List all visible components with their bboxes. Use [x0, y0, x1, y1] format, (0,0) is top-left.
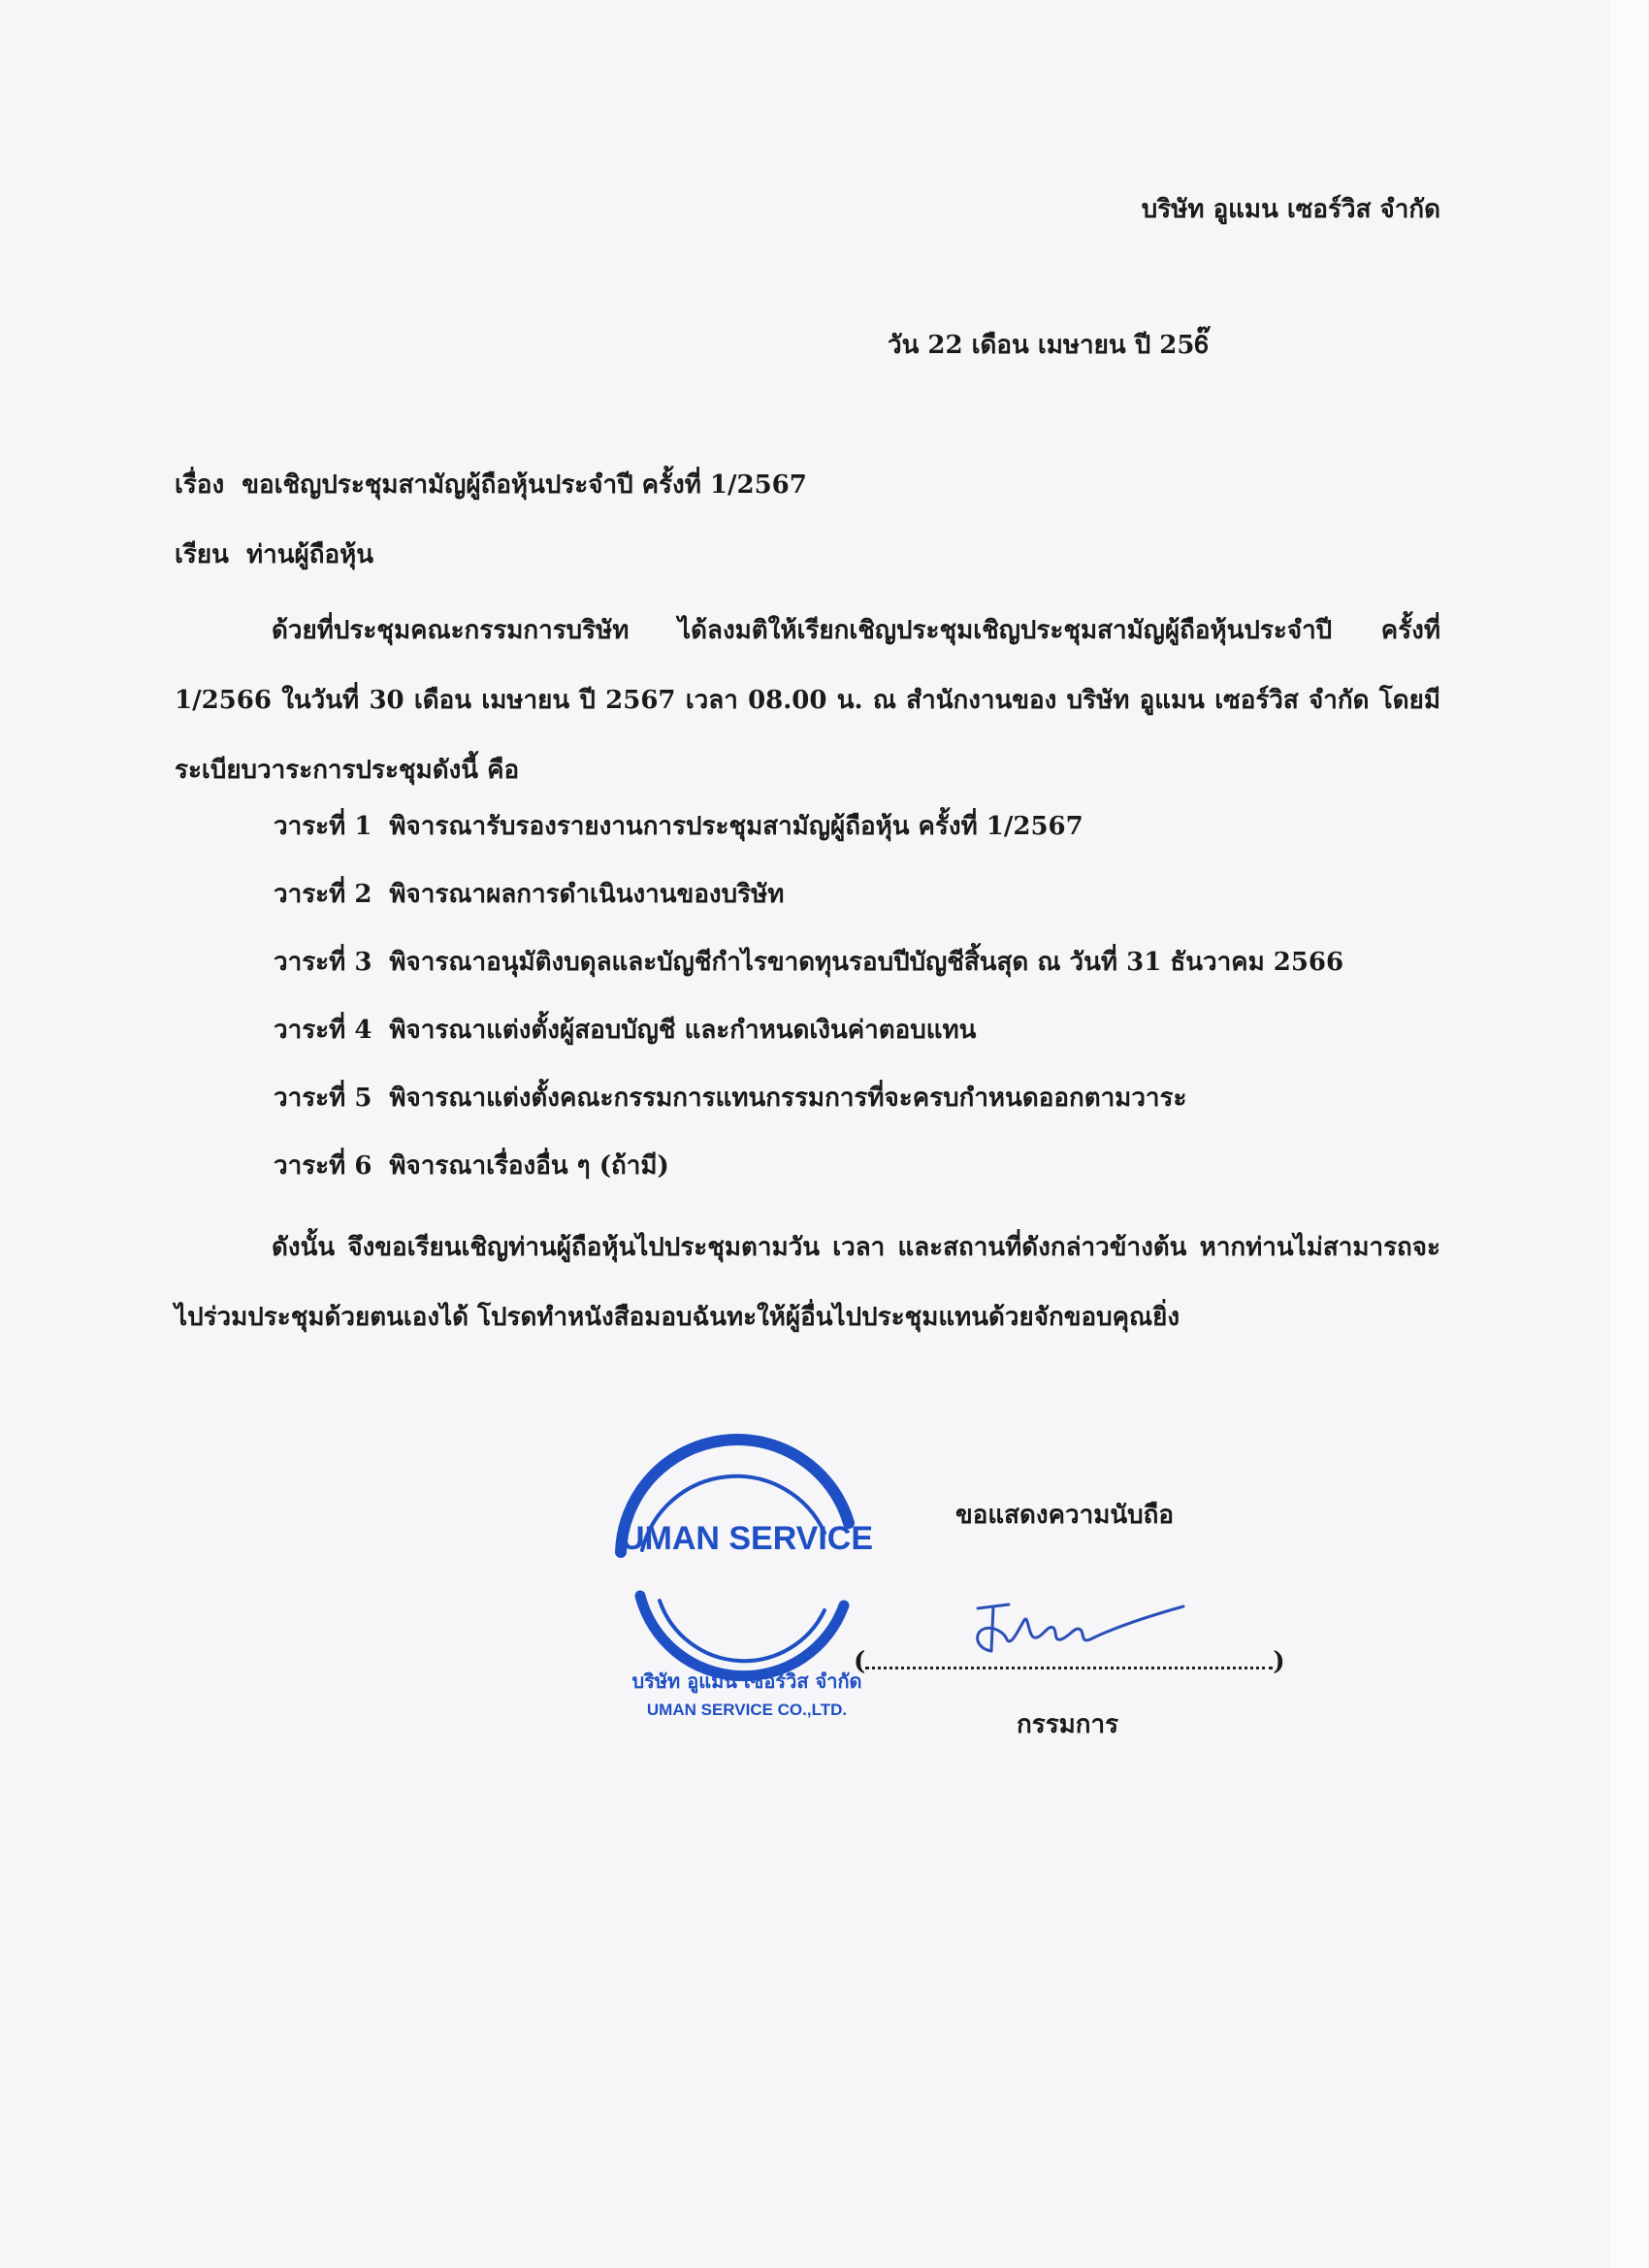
signature-line: [854, 1645, 1285, 1676]
agenda-text: พิจารณารับรองรายงานการประชุมสามัญผู้ถือหุ้น ครั้งที่ 1/2567: [389, 812, 1083, 841]
agenda-item: [274, 1015, 976, 1048]
agenda-item: [274, 1150, 669, 1183]
salutation-text: ท่านผู้ถือหุ้น: [245, 540, 373, 569]
signature-close-paren: ): [1273, 1647, 1285, 1676]
agenda-label: วาระที่ 6: [274, 1151, 372, 1181]
agenda-item: [274, 1083, 1186, 1116]
agenda-text: พิจารณาเรื่องอื่น ๆ (ถ้ามี): [389, 1151, 669, 1181]
agenda-item: [274, 811, 1083, 844]
agenda-label: วาระที่ 1: [274, 812, 372, 841]
agenda-label: วาระที่ 2: [274, 880, 372, 909]
agenda-text: พิจารณาแต่งตั้งคณะกรรมการแทนกรรมการที่จะครบกำหนดออกตามวาระ: [389, 1084, 1187, 1113]
stamp-english-name: UMAN SERVICE CO.,LTD.: [646, 1701, 848, 1719]
page-edge: [1610, 0, 1649, 2268]
date-line: วัน 22 เดือน เมษายน ปี 256๊: [888, 331, 1209, 360]
agenda-item: [274, 879, 784, 912]
intro-paragraph: ด้วยที่ประชุมคณะกรรมการบริษัท ได้ลงมติให้เรียกเชิญประชุมเชิญประชุมสามัญผู้ถือหุ้นประจำปี ครั้งที่ 1/2566 ในวันที่ 30 เดือน เมษายน ปี 2567 เวลา 08.00 น. ณ สำนักงานของ บริษัท อูแมน เซอร์วิส จำกัด โดยมีระเบียบวาระการประชุมดังนี้ คือ: [175, 616, 1440, 785]
agenda-label: วาระที่ 4: [274, 1016, 372, 1045]
agenda-text: พิจารณาแต่งตั้งผู้สอบบัญชี และกำหนดเงินค่าตอบแทน: [389, 1016, 977, 1045]
regards-line: ขอแสดงความนับถือ: [955, 1501, 1174, 1530]
signature-open-paren: (: [854, 1647, 866, 1676]
agenda-label: วาระที่ 5: [274, 1084, 372, 1113]
subject-line: [175, 470, 807, 502]
closing-paragraph: ดังนั้น จึงขอเรียนเชิญท่านผู้ถือหุ้นไปประชุมตามวัน เวลา และสถานที่ดังกล่าวข้างต้น หากท่านไม่สามารถจะไปร่วมประชุมด้วยตนเองได้ โปรดทำหนังสือมอบฉันทะให้ผู้อื่นไปประชุมแทนด้วยจักขอบคุณยิ่ง: [175, 1233, 1440, 1332]
signature-dotted-line: [865, 1645, 1273, 1669]
agenda-text: พิจารณาอนุมัติงบดุลและบัญชีกำไรขาดทุนรอบปีบัญชีสิ้นสุด ณ วันที่ 31 ธันวาคม 2566: [389, 948, 1344, 977]
agenda-label: วาระที่ 3: [274, 948, 372, 977]
salutation-label: เรียน: [175, 540, 229, 569]
stamp-arc-bottom: [640, 1596, 844, 1676]
stamp-brand-text: UMAN SERVICE: [620, 1520, 874, 1557]
agenda-item: [274, 947, 1343, 980]
subject-text: ขอเชิญประชุมสามัญผู้ถือหุ้นประจำปี ครั้งที่ 1/2567: [242, 470, 807, 500]
salutation-line: [175, 539, 373, 572]
agenda-text: พิจารณาผลการดำเนินงานของบริษัท: [389, 880, 785, 909]
stamp-thai-name: บริษัท อูแมน เซอร์วิส จำกัด: [631, 1669, 862, 1693]
signer-role: กรรมการ: [1017, 1710, 1119, 1739]
company-header: บริษัท อูแมน เซอร์วิส จำกัด: [1141, 195, 1440, 224]
subject-label: เรื่อง: [175, 470, 225, 500]
company-stamp: [582, 1426, 912, 1727]
